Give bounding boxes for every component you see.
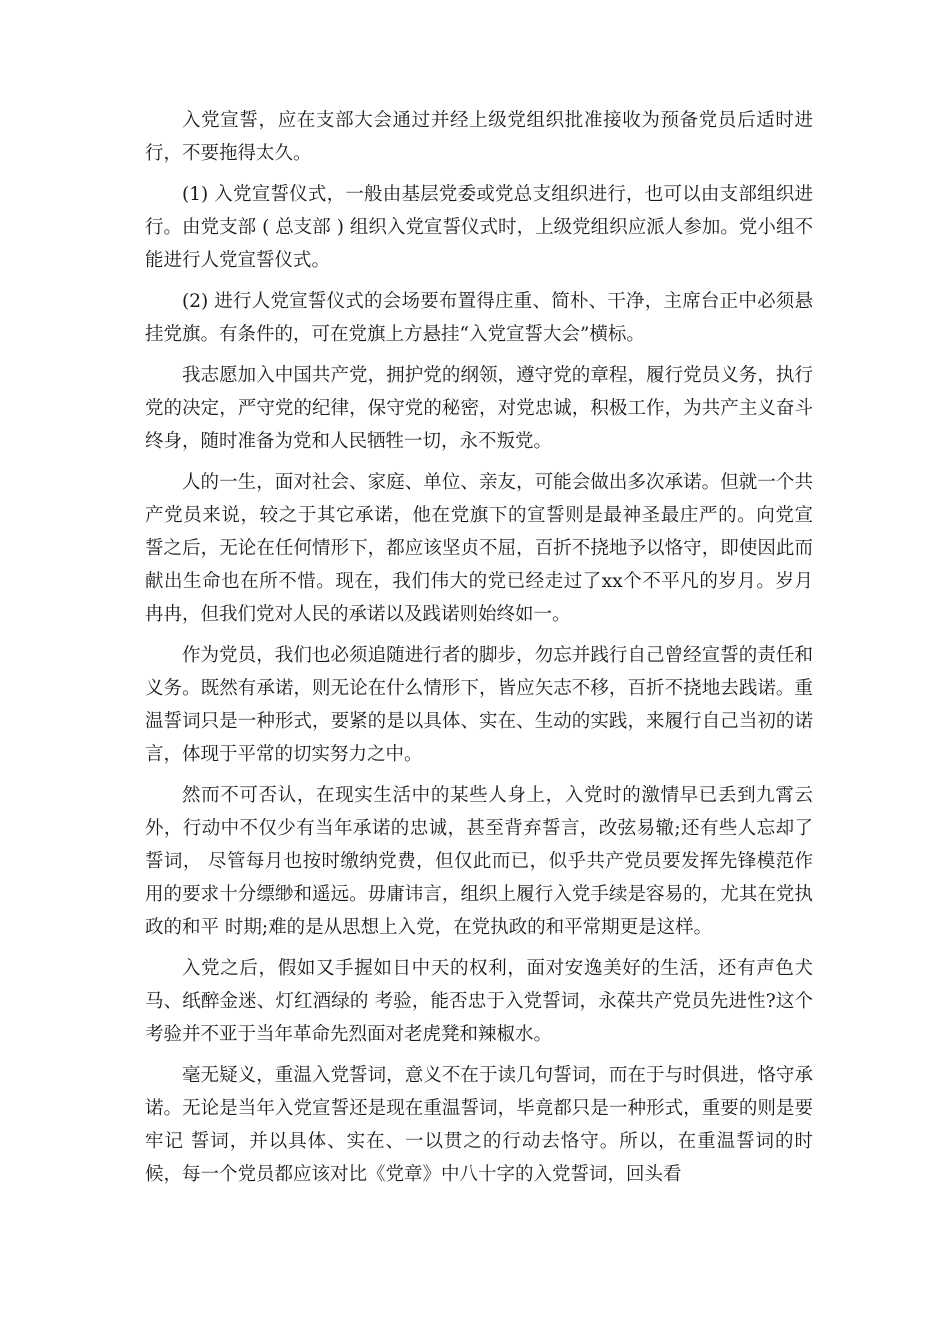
- document-body: [145, 104, 813, 1199]
- paragraph-reaffirm-oath: 毫无疑义，重温入党誓词，意义不在于读几句誓词，而在于与时俱进，恪守承诺。无论是当年入党宣誓还是现在重温誓词，毕竟都只是一种形式，重要的则是要牢记 誓词，并以具体、实在、一以贯之的行动去恪守。所以，在重温誓词的时候，每一个党员都应该对比《党章》中八十字的入党誓词，回头看: [145, 1065, 813, 1185]
- paragraph-oath-timing: 入党宣誓，应在支部大会通过并经上级党组织批准接收为预备党员后适时进行，不要拖得太久。: [145, 110, 813, 164]
- paragraph-test-after-joining: 入党之后，假如又手握如日中天的权利，面对安逸美好的生活，还有声色犬马、纸醉金迷、灯红酒绿的 考验，能否忠于入党誓词，永葆共产党员先进性?这个考验并不亚于当年革命先烈面对老虎凳和辣椒水。: [145, 958, 813, 1045]
- paragraph-oath-text: 我志愿加入中国共产党，拥护党的纲领，遵守党的章程，履行党员义务，执行党的决定，严守党的纪律，保守党的秘密，对党忠诚，积极工作，为共产主义奋斗终身，随时准备为党和人民牺牲一切，永不叛党。: [145, 365, 813, 452]
- paragraph-lifetime-promise: 人的一生，面对社会、家庭、单位、亲友，可能会做出多次承诺。但就一个共产党员来说，较之于其它承诺，他在党旗下的宣誓则是最神圣最庄严的。向党宣 誓之后，无论在任何情形下，都应该坚贞不屈，百折不挠地予以恪守，即使因此而献出生命也在所不惜。现在，我们伟大的党已经走过了xx个不平凡的岁月。岁月冉冉，但我们党对人民的承诺以及践诺则始终如一。: [145, 472, 813, 625]
- paragraph-ceremony-organizer: (1) 入党宣誓仪式，一般由基层党委或党总支组织进行，也可以由支部组织进行。由党支部 ( 总支部 ) 组织入党宣誓仪式时，上级党组织应派人参加。党小组不能进行人党宣誓仪式。: [145, 184, 813, 271]
- paragraph-member-duty: 作为党员，我们也必须追随进行者的脚步，勿忘并践行自己曾经宣誓的责任和义务。既然有承诺，则无论在什么情形下，皆应矢志不移，百折不挠地去践诺。重温誓词只是一种形式，要紧的是以具体、实在、生动的实践，来履行自己当初的诺言，体现于平常的切实努力之中。: [145, 645, 813, 765]
- paragraph-venue-layout: (2) 进行人党宣誓仪式的会场要布置得庄重、简朴、干净，主席台正中必须悬挂党旗。有条件的，可在党旗上方悬挂“入党宣誓大会”横标。: [145, 291, 813, 345]
- paragraph-reality-critique: 然而不可否认，在现实生活中的某些人身上，入党时的激情早已丢到九霄云外，行动中不仅少有当年承诺的忠诚，甚至背弃誓言，改弦易辙;还有些人忘却了誓词， 尽管每月也按时缴纳党费，但仅此而已，似乎共产党员要发挥先锋模范作用的要求十分缥缈和遥远。毋庸讳言，组织上履行入党手续是容易的，尤其在党执政的和平 时期;难的是从思想上入党，在党执政的和平常期更是这样。: [145, 785, 813, 938]
